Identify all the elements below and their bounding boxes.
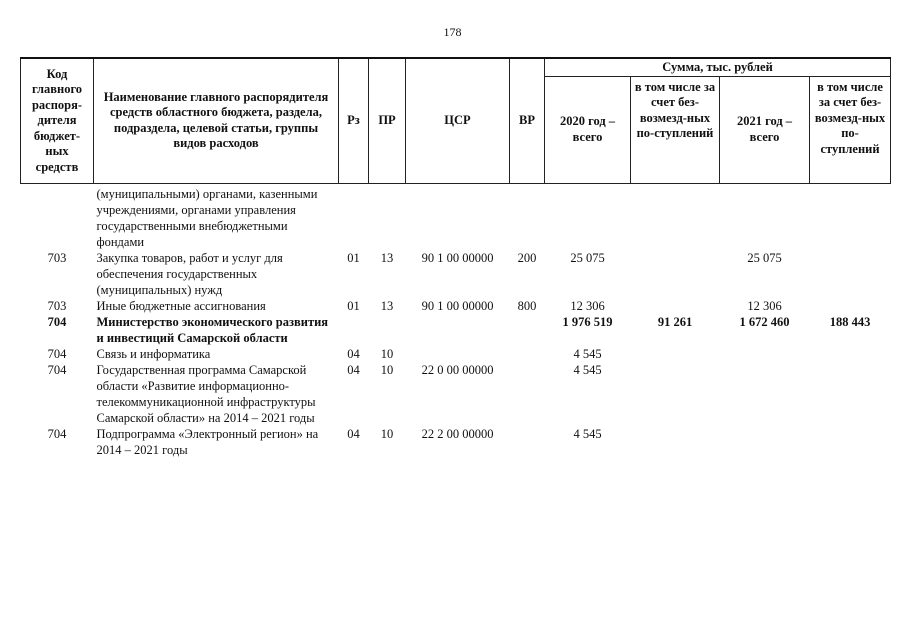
cell-rz: 04 <box>347 426 360 441</box>
cell-name: Связь и информатика <box>96 346 211 361</box>
cell-pr <box>369 183 406 250</box>
cell-vr <box>510 183 545 250</box>
header-2020-total: 2020 год – всего <box>545 76 631 183</box>
cell-code: 704 <box>47 314 67 329</box>
cell-pr: 10 <box>380 426 394 441</box>
cell-rz: 04 <box>347 346 360 361</box>
header-name: Наименование главного распорядителя средств областного бюджета, раздела, подраздела, целевой статьи, группы видов расходов <box>94 58 339 183</box>
cell-name: Государственная программа Самарской области «Развитие информационно-телекоммуникационной инфраструктуры Самарской области» на 2014 – 2021 годы <box>96 362 316 425</box>
cell-vr: 200 <box>517 250 537 265</box>
cell-2020-total: 4 545 <box>573 426 602 441</box>
cell-2020-total: 12 306 <box>570 298 605 313</box>
cell-name: (муниципальными) органами, казенными учреждениями, органами управления государственными внебюджетными фондами <box>96 186 318 249</box>
cell-rz: 01 <box>347 250 360 265</box>
cell-2020-free <box>631 298 720 314</box>
cell-code: 704 <box>47 362 67 377</box>
table-row <box>21 250 891 298</box>
cell-vr <box>510 314 545 346</box>
cell-2021-free <box>810 183 891 250</box>
cell-pr: 13 <box>380 298 394 313</box>
cell-2021-total: 12 306 <box>747 298 782 313</box>
cell-csr: 22 0 00 00000 <box>421 362 494 377</box>
table-body <box>21 183 891 458</box>
cell-name: Подпрограмма «Электронный регион» на 2014 – 2021 годы <box>96 426 319 457</box>
header-rz: Рз <box>339 58 369 183</box>
table-row <box>21 346 891 362</box>
cell-vr <box>510 362 545 426</box>
cell-2021-free <box>810 250 891 298</box>
budget-table <box>20 57 891 458</box>
cell-vr <box>510 426 545 458</box>
cell-2021-total <box>720 426 810 458</box>
cell-code: 704 <box>47 426 67 441</box>
table-row <box>21 183 891 250</box>
table-row <box>21 426 891 458</box>
cell-2021-total <box>720 346 810 362</box>
cell-rz: 01 <box>347 298 360 313</box>
cell-csr: 90 1 00 00000 <box>421 298 494 313</box>
cell-2020-total: 1 976 519 <box>562 314 613 329</box>
cell-pr: 10 <box>380 362 394 377</box>
cell-2021-total <box>720 183 810 250</box>
cell-2020-total <box>545 183 631 250</box>
cell-2021-total: 25 075 <box>747 250 782 265</box>
header-sum: Сумма, тыс. рублей <box>545 58 891 76</box>
cell-csr: 90 1 00 00000 <box>421 250 494 265</box>
cell-2020-free <box>631 346 720 362</box>
cell-2020-free <box>631 250 720 298</box>
cell-2021-free <box>810 346 891 362</box>
cell-2021-total: 1 672 460 <box>739 314 790 329</box>
header-csr: ЦСР <box>406 58 510 183</box>
cell-rz <box>339 314 369 346</box>
cell-code: 704 <box>47 346 67 361</box>
cell-csr <box>406 346 510 362</box>
header-pr: ПР <box>369 58 406 183</box>
cell-pr: 13 <box>380 250 394 265</box>
header-vr: ВР <box>510 58 545 183</box>
cell-rz <box>339 183 369 250</box>
page-number: 178 <box>443 25 462 39</box>
cell-pr <box>369 314 406 346</box>
header-2020-free: в том числе за счет без-возмезд-ных по-ступлений <box>631 76 720 183</box>
cell-name: Министерство экономического развития и инвестиций Самарской области <box>96 314 329 345</box>
cell-2021-free: 188 443 <box>829 314 871 329</box>
cell-2020-free <box>631 362 720 426</box>
cell-name: Закупка товаров, работ и услуг для обеспечения государственных (муниципальных) нужд <box>96 250 283 297</box>
cell-2020-total: 25 075 <box>570 250 605 265</box>
cell-csr: 22 2 00 00000 <box>421 426 494 441</box>
cell-2021-free <box>810 426 891 458</box>
table-row <box>21 314 891 346</box>
cell-rz: 04 <box>347 362 360 377</box>
cell-2021-free <box>810 298 891 314</box>
cell-name: Иные бюджетные ассигнования <box>96 298 266 313</box>
cell-csr <box>406 314 510 346</box>
cell-2020-total: 4 545 <box>573 346 602 361</box>
table-row <box>21 362 891 426</box>
table-row <box>21 298 891 314</box>
cell-2020-total: 4 545 <box>573 362 602 377</box>
cell-code <box>21 183 94 250</box>
cell-2020-free <box>631 183 720 250</box>
header-2021-free: в том числе за счет без-возмезд-ных по-ступлений <box>810 76 891 183</box>
cell-vr: 800 <box>517 298 537 313</box>
header-2021-total: 2021 год – всего <box>720 76 810 183</box>
cell-2021-total <box>720 362 810 426</box>
cell-2020-free: 91 261 <box>657 314 693 329</box>
cell-code: 703 <box>47 298 67 313</box>
cell-2020-free <box>631 426 720 458</box>
cell-2021-free <box>810 362 891 426</box>
header-code: Код главного распоря-дителя бюджет-ных средств <box>21 58 94 183</box>
cell-csr <box>406 183 510 250</box>
cell-code: 703 <box>47 250 67 265</box>
cell-vr <box>510 346 545 362</box>
cell-pr: 10 <box>380 346 394 361</box>
